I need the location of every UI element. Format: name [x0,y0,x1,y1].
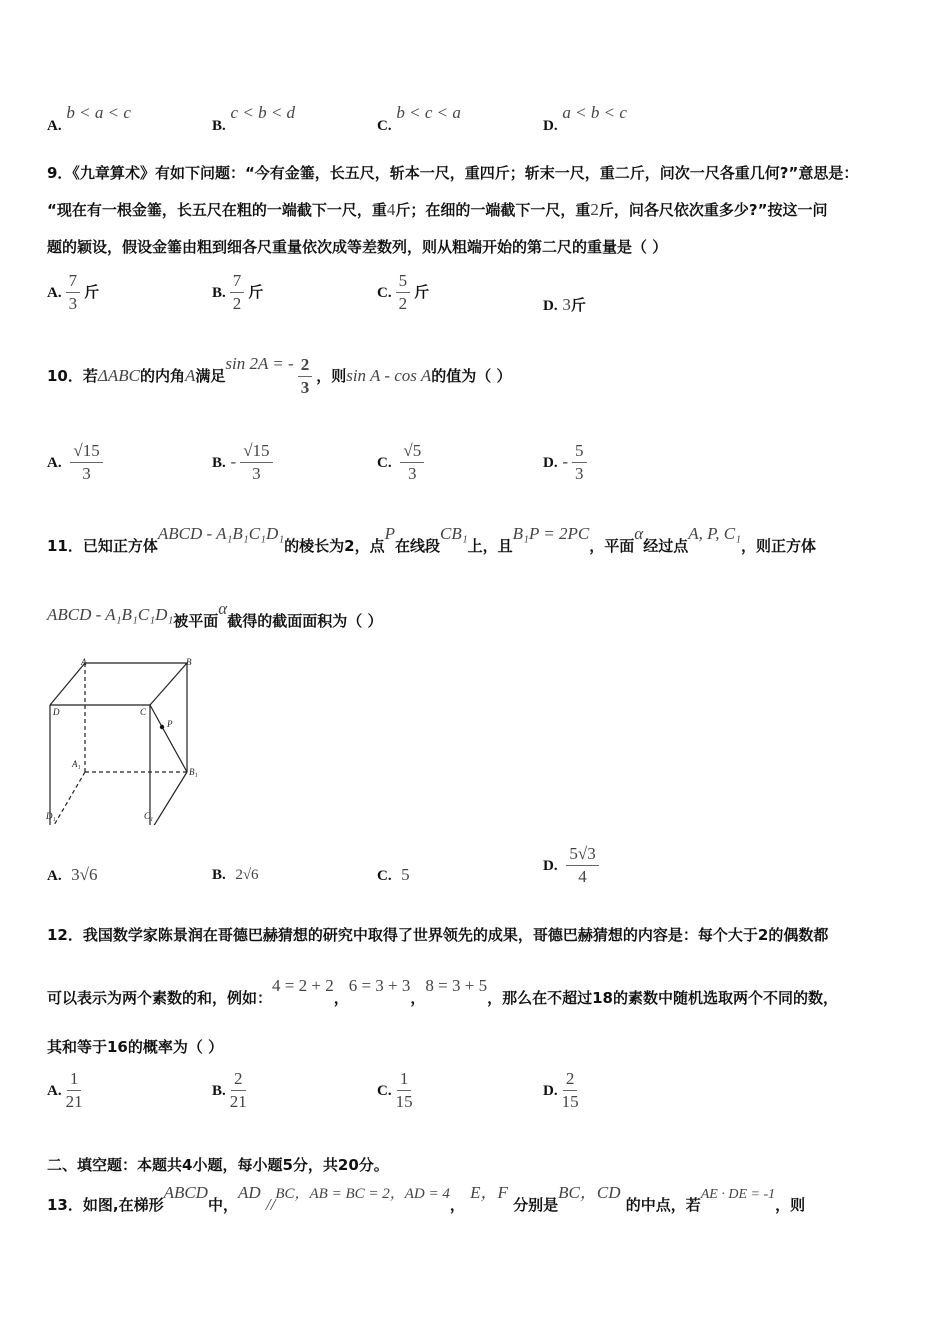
q10-option-d: D. - $\frac{5}{3}$ [543,440,591,485]
label-d: D [53,707,60,717]
q8-option-c: C. b < c < a [377,103,461,134]
q11-option-b: B. 2√6 [212,867,259,883]
q12-line1: 12．我国数学家陈景润在哥德巴赫猜想的研究中取得了世界领先的成果，哥德巴赫猜想的内容是：每个大于2的偶数都 [47,926,829,944]
q10-option-c: C. $\frac{√5}{3}$ [377,440,428,485]
q13-stem: 13．如图,在梯形ABCD中，AD //BC，AB = BC = 2，AD = 4， E，F 分别是BC，CD 的中点，若AE · DE = -1，则 [47,1183,806,1214]
q8-option-b: B. c < b < d [212,103,296,134]
section-heading: 二、填空题：本题共4小题，每小题5分，共20分。 [47,1156,389,1174]
q12-option-b: B. $\frac{2}{21}$ [212,1069,247,1111]
q8-option-d: D. a < b < c [543,103,627,134]
label-a: A [81,657,87,667]
q12-option-c: C. $\frac{1}{15}$ [377,1069,413,1111]
q11-option-c: C. 5 [377,865,410,884]
q12-option-d: D. $\frac{2}{15}$ [543,1069,579,1111]
q10-option-b: B. - $\frac{√15}{3}$ [212,440,277,485]
label-a1: A₁ [72,759,81,769]
q9-option-a: A. $\frac{7}{3}$ 斤 [47,271,100,313]
q10-option-a: A. $\frac{√15}{3}$ [47,440,107,485]
q9-option-b: B. $\frac{7}{2}$ 斤 [212,271,264,313]
q8-option-a: A. b < a < c [47,103,131,134]
q9-line1: 9．《九章算术》有如下问题：“今有金箠，长五尺，斩本一尺，重四斤；斩末一尺，重二斤，问次一尺各重几何?”意思是： [47,164,859,182]
q12-option-a: A. $\frac{1}{21}$ [47,1069,83,1111]
q11-option-a: A. 3√6 [47,865,98,884]
label-b1: B₁ [189,767,198,777]
q10-stem: 10．若ΔABC的内角A满足sin 2A = - $\frac{2}{3}$ ，则sin A - cos A的值为（ ） [47,354,512,397]
label-c: C [140,707,147,717]
q12-line3: 其和等于16的概率为（ ） [47,1038,224,1056]
q11-line2: ABCD - A₁B₁C₁D₁被平面α截得的截面面积为（ ） [47,599,383,630]
label-p: P [167,719,173,729]
q9-option-d: D. 3斤 [543,295,586,314]
label-b: B [186,657,192,667]
q11-option-d: D. $\frac{5√3}{4}$ [543,843,603,888]
q9-option-c: C. $\frac{5}{2}$ 斤 [377,271,430,313]
q11-line1: 11．已知正方体ABCD - A₁B₁C₁D₁的棱长为2，点P在线段CB₁上，且B₁P = 2PC，平面α经过点A, P, C₁，则正方体 [47,524,817,555]
label-d1: D₁ [46,811,56,821]
q9-line2: “现在有一根金箠，长五尺在粗的一端截下一尺，重4斤；在细的一端截下一尺，重2斤，问各尺依次重多少?”按这一问 [47,200,828,219]
q9-line3: 题的颖设，假设金箠由粗到细各尺重量依次成等差数列，则从粗端开始的第二尺的重量是（ ） [47,238,668,256]
cube-figure [40,655,210,825]
label-c1: C₁ [144,811,154,821]
q12-line2: 可以表示为两个素数的和，例如：4 = 2 + 2，6 = 3 + 3，8 = 3 + 5，那么在不超过18的素数中随机选取两个不同的数， [47,976,838,1007]
